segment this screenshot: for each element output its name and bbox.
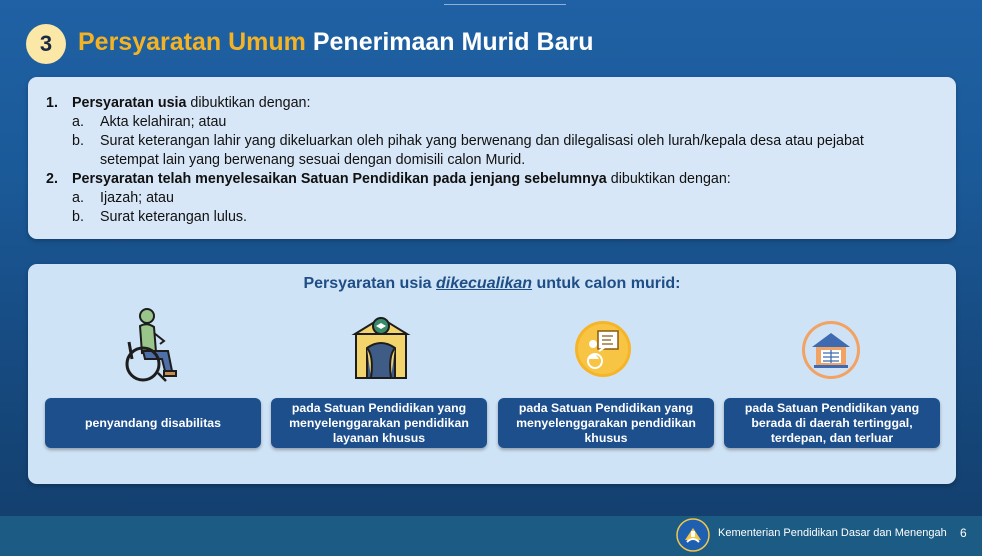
sub-text: Akta kelahiran; atau <box>100 114 227 130</box>
item-bold-text: Persyaratan usia <box>72 95 187 111</box>
section-number-badge: 3 <box>26 24 66 64</box>
requirements-card <box>28 77 956 239</box>
page-number: 6 <box>960 526 967 540</box>
item-bold-text: Persyaratan telah menyelesaikan Satuan Pendidikan pada jenjang sebelumnya <box>72 171 607 187</box>
exception-special-education-card <box>498 398 714 448</box>
requirement-item-2 <box>46 170 926 189</box>
sub-label: a. <box>72 114 84 130</box>
sub-label: b. <box>72 133 84 149</box>
requirement-item-1 <box>46 94 926 113</box>
page-title <box>78 28 593 57</box>
exceptions-title-pre: Persyaratan usia <box>303 275 437 292</box>
sub-label: b. <box>72 209 84 225</box>
special-education-icon <box>573 319 633 379</box>
sub-text: Surat keterangan lahir yang dikeluarkan oleh pihak yang berwenang dan dilegalisasi oleh lurah/kepala desa atau pejabat setempat lain yang berwenang sesuai dengan domisili calon Murid. <box>100 133 864 168</box>
item-number: 2. <box>46 171 58 187</box>
sub-label: a. <box>72 190 84 206</box>
ministry-name: Kementerian Pendidikan Dasar dan Menengah <box>718 527 947 539</box>
exception-disability-card <box>45 398 261 448</box>
school-building-icon <box>800 319 862 381</box>
ministry-logo-icon <box>676 518 710 552</box>
exception-3t-region-card <box>724 398 940 448</box>
top-divider <box>444 4 566 5</box>
title-highlight: Persyaratan Umum <box>78 28 306 56</box>
exceptions-title-emphasis: dikecualikan <box>436 275 533 292</box>
exception-label: pada Satuan Pendidikan yang menyelenggarakan pendidikan khusus <box>516 400 696 445</box>
exceptions-title-post: untuk calon murid: <box>532 275 681 292</box>
requirements-list <box>46 94 926 227</box>
sub-item <box>46 113 926 132</box>
sub-item <box>46 208 926 227</box>
exception-label: pada Satuan Pendidikan yang berada di daerah tertinggal, terdepan, dan terluar <box>744 400 920 445</box>
exceptions-title <box>28 275 956 293</box>
sub-item <box>46 132 926 170</box>
item-text: dibuktikan dengan: <box>606 171 731 187</box>
tent-school-icon <box>350 312 412 382</box>
exceptions-card <box>28 264 956 484</box>
footer-bar <box>0 516 982 556</box>
wheelchair-person-icon <box>118 307 184 385</box>
item-text: dibuktikan dengan: <box>186 95 311 111</box>
sub-item <box>46 189 926 208</box>
title-rest: Penerimaan Murid Baru <box>312 28 594 56</box>
sub-text: Surat keterangan lulus. <box>100 209 248 225</box>
exception-label: pada Satuan Pendidikan yang menyelenggarakan pendidikan layanan khusus <box>289 400 469 445</box>
exception-special-service-card <box>271 398 487 448</box>
sub-text: Ijazah; atau <box>100 190 174 206</box>
item-number: 1. <box>46 95 58 111</box>
exception-label: penyandang disabilitas <box>85 415 221 430</box>
